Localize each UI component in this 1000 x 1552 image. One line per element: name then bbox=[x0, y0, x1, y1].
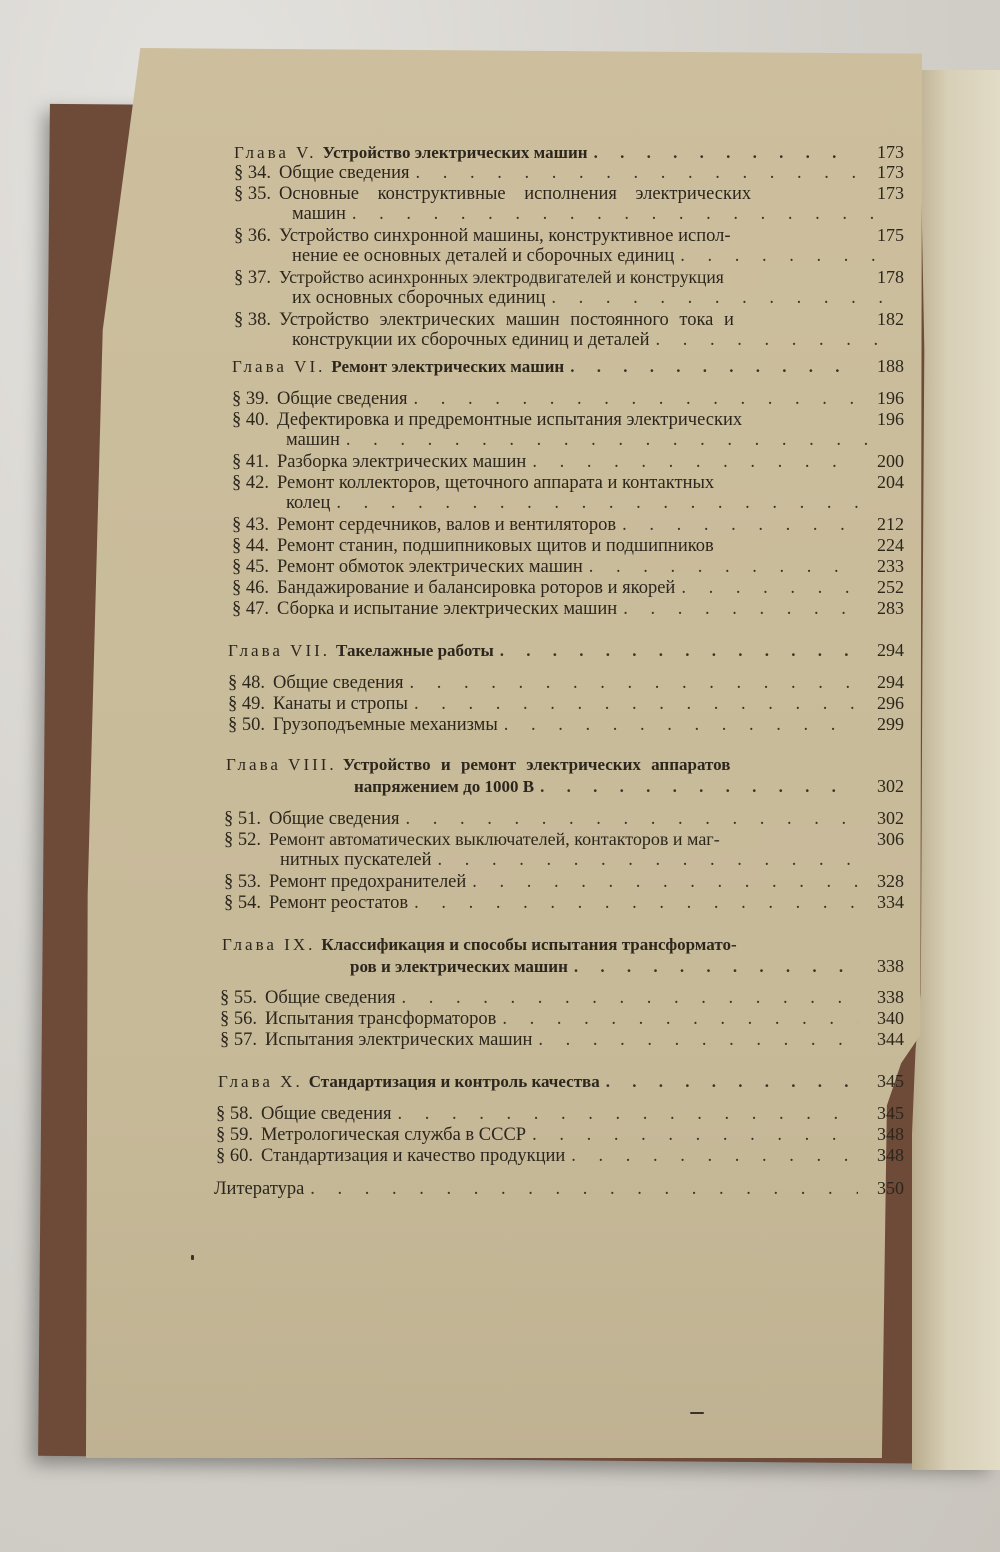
toc-entry bbox=[232, 472, 904, 494]
toc-entry bbox=[216, 1124, 904, 1146]
section-number: § 43. bbox=[232, 515, 269, 535]
ink-speck bbox=[191, 1255, 194, 1260]
leader-dots bbox=[681, 578, 858, 599]
section-number: § 41. bbox=[232, 452, 269, 472]
toc-entry bbox=[220, 987, 904, 1009]
page-number: 299 bbox=[877, 714, 904, 734]
toc-entry-literature bbox=[214, 1178, 904, 1200]
section-title: Ремонт коллекторов, щеточного аппарата и контактных bbox=[277, 473, 715, 493]
section-title-continued: колец bbox=[286, 493, 331, 513]
section-title-continued: машин bbox=[292, 204, 346, 224]
toc-entry-continued bbox=[292, 330, 892, 351]
page-number: 338 bbox=[877, 987, 904, 1007]
leader-dots bbox=[606, 1071, 858, 1092]
chapter-heading bbox=[228, 640, 904, 661]
leader-dots bbox=[655, 330, 886, 351]
chapter-title: Классификация и способы испытания трансформато- bbox=[321, 935, 737, 954]
section-number: § 50. bbox=[228, 715, 265, 735]
toc-entry bbox=[232, 388, 904, 410]
chapter-heading-continued bbox=[354, 776, 904, 797]
section-number: § 51. bbox=[224, 809, 261, 829]
section-title: Ремонт реостатов bbox=[269, 893, 409, 913]
toc-entry-continued bbox=[280, 850, 880, 871]
section-title-continued: нитных пускателей bbox=[280, 850, 432, 870]
section-title-continued: конструкции их сборочных единиц и деталей bbox=[292, 330, 650, 350]
section-title: Ремонт предохранителей bbox=[269, 872, 467, 892]
page-number: 173 bbox=[877, 142, 904, 162]
page-number: 196 bbox=[877, 409, 904, 429]
chapter-title: Устройство электрических машин bbox=[322, 143, 588, 162]
leader-dots bbox=[398, 1104, 859, 1125]
toc-entry bbox=[224, 892, 904, 914]
section-number: § 34. bbox=[234, 163, 271, 183]
toc-entry bbox=[220, 1008, 904, 1030]
chapter-label: Глава X. bbox=[218, 1072, 303, 1091]
toc-entry bbox=[232, 451, 904, 473]
chapter-heading-continued bbox=[350, 956, 904, 977]
page-number: 344 bbox=[877, 1029, 904, 1049]
section-number: § 57. bbox=[220, 1030, 257, 1050]
page-number: 338 bbox=[877, 956, 904, 976]
toc-entry-continued bbox=[292, 288, 892, 309]
toc-entry bbox=[224, 829, 904, 851]
leader-dots bbox=[551, 288, 886, 309]
section-title: Ремонт автоматических выключателей, контакторов и маг- bbox=[269, 829, 720, 849]
section-number: § 56. bbox=[220, 1009, 257, 1029]
section-title: Бандажирование и балансировка роторов и якорей bbox=[277, 578, 676, 598]
ink-speck bbox=[690, 1412, 704, 1414]
toc-entry bbox=[234, 309, 904, 331]
chapter-title: Стандартизация и контроль качества bbox=[308, 1072, 600, 1091]
section-number: § 42. bbox=[232, 473, 269, 493]
chapter-label: Глава V. bbox=[234, 143, 317, 162]
section-number: § 60. bbox=[216, 1146, 253, 1166]
leader-dots bbox=[472, 872, 858, 893]
chapter-title-continued: напряжением до 1000 В bbox=[354, 777, 535, 796]
toc-entry-continued bbox=[286, 493, 886, 514]
toc-entry bbox=[232, 556, 904, 578]
section-number: § 40. bbox=[232, 410, 269, 430]
leader-dots bbox=[571, 1146, 858, 1167]
section-title: Стандартизация и качество продукции bbox=[261, 1146, 566, 1166]
chapter-title: Ремонт электрических машин bbox=[331, 357, 565, 376]
leader-dots bbox=[680, 246, 886, 267]
page-number: 334 bbox=[877, 892, 904, 912]
page-number: 294 bbox=[877, 640, 904, 660]
section-number: § 52. bbox=[224, 830, 261, 850]
section-title: Дефектировка и предремонтные испытания электрических bbox=[277, 410, 743, 430]
page-number: 302 bbox=[877, 776, 904, 796]
section-title: Общие сведения bbox=[265, 988, 396, 1008]
leader-dots bbox=[532, 452, 858, 473]
page-number: 224 bbox=[877, 535, 904, 555]
chapter-title-continued: ров и электрических машин bbox=[350, 957, 568, 976]
page-number: 196 bbox=[877, 388, 904, 408]
toc-entry bbox=[216, 1103, 904, 1125]
toc-entry bbox=[234, 225, 904, 247]
section-title: Разборка электрических машин bbox=[277, 452, 527, 472]
leader-dots bbox=[589, 557, 858, 578]
leader-dots bbox=[346, 430, 880, 451]
section-title: Ремонт станин, подшипниковых щитов и подшипников bbox=[277, 536, 714, 556]
chapter-heading bbox=[234, 128, 904, 163]
section-number: § 39. bbox=[232, 389, 269, 409]
chapter-label: Глава IX. bbox=[222, 935, 316, 954]
section-number: § 37. bbox=[234, 268, 271, 288]
leader-dots bbox=[414, 893, 858, 914]
chapter-heading bbox=[222, 934, 862, 955]
page-number: 173 bbox=[877, 162, 904, 182]
toc-entry bbox=[224, 871, 904, 893]
leader-dots bbox=[500, 640, 858, 661]
page-number: 233 bbox=[877, 556, 904, 576]
page-number: 178 bbox=[877, 267, 904, 287]
section-number: § 45. bbox=[232, 557, 269, 577]
section-title-continued: машин bbox=[286, 430, 340, 450]
page-number: 296 bbox=[877, 693, 904, 713]
section-number: § 44. bbox=[232, 536, 269, 556]
section-title: Сборка и испытание электрических машин bbox=[277, 599, 618, 619]
page-number: 212 bbox=[877, 514, 904, 534]
toc-entry bbox=[232, 514, 904, 536]
section-title: Общие сведения bbox=[269, 809, 400, 829]
page-number: 252 bbox=[877, 577, 904, 597]
section-number: § 59. bbox=[216, 1125, 253, 1145]
page-number: 348 bbox=[877, 1145, 904, 1165]
leader-dots bbox=[406, 809, 859, 830]
leader-dots bbox=[438, 850, 874, 871]
leader-dots bbox=[540, 776, 858, 797]
chapter-label: Глава VI. bbox=[232, 357, 326, 376]
toc-entry bbox=[220, 1029, 904, 1051]
toc-entry bbox=[232, 577, 904, 599]
section-title: Грузоподъемные механизмы bbox=[273, 715, 498, 735]
section-title: Устройство асинхронных электродвигателей и конструкция bbox=[279, 267, 724, 287]
section-title: Метрологическая служба в СССР bbox=[261, 1125, 527, 1145]
page-number: 340 bbox=[877, 1008, 904, 1028]
toc-entry-continued bbox=[292, 246, 892, 267]
leader-dots bbox=[416, 163, 859, 184]
page-number: 345 bbox=[877, 1071, 904, 1091]
toc-entry bbox=[216, 1145, 904, 1167]
section-title: Общие сведения bbox=[277, 389, 408, 409]
section-title: Литература bbox=[214, 1179, 305, 1199]
chapter-heading bbox=[226, 754, 858, 775]
page-number: 306 bbox=[877, 829, 904, 849]
toc-entry bbox=[234, 162, 904, 184]
section-title: Ремонт обмоток электрических машин bbox=[277, 557, 583, 577]
chapter-heading bbox=[218, 1071, 904, 1092]
leader-dots bbox=[502, 1009, 858, 1030]
section-title-continued: их основных сборочных единиц bbox=[292, 288, 546, 308]
section-title: Испытания трансформаторов bbox=[265, 1009, 497, 1029]
chapter-title: Устройство и ремонт электрических аппаратов bbox=[342, 755, 731, 774]
toc-entry bbox=[232, 535, 904, 557]
page-number: 350 bbox=[877, 1178, 904, 1198]
chapter-label: Глава VII. bbox=[228, 641, 331, 660]
section-title: Основные конструктивные исполнения электрических bbox=[279, 184, 752, 204]
page-number: 173 bbox=[877, 183, 904, 203]
leader-dots bbox=[402, 988, 859, 1009]
toc-entry bbox=[228, 714, 904, 736]
section-title-continued: нение ее основных деталей и сборочных единиц bbox=[292, 246, 675, 266]
leader-dots bbox=[570, 356, 858, 377]
section-number: § 53. bbox=[224, 872, 261, 892]
page-number: 348 bbox=[877, 1124, 904, 1144]
section-title: Канаты и стропы bbox=[273, 694, 408, 714]
chapter-label: Глава VIII. bbox=[226, 755, 337, 774]
toc-entry bbox=[234, 267, 904, 289]
toc-entry-continued bbox=[292, 204, 892, 225]
toc-entry bbox=[232, 409, 904, 431]
leader-dots bbox=[414, 389, 859, 410]
section-number: § 35. bbox=[234, 184, 271, 204]
section-title: Ремонт сердечников, валов и вентиляторов bbox=[277, 515, 617, 535]
toc-entry-continued bbox=[286, 430, 886, 451]
chapter-title: Такелажные работы bbox=[336, 641, 494, 660]
section-number: § 38. bbox=[234, 310, 271, 330]
page-number: 283 bbox=[877, 598, 904, 618]
leader-dots bbox=[310, 1179, 858, 1200]
section-number: § 54. bbox=[224, 893, 261, 913]
page-number: 175 bbox=[877, 225, 904, 245]
page-number: 188 bbox=[877, 356, 904, 376]
section-number: § 48. bbox=[228, 673, 265, 693]
leader-dots bbox=[538, 1030, 858, 1051]
leader-dots bbox=[574, 956, 858, 977]
leader-dots bbox=[336, 493, 880, 514]
section-title: Общие сведения bbox=[273, 673, 404, 693]
section-number: § 47. bbox=[232, 599, 269, 619]
leader-dots bbox=[352, 204, 886, 225]
page-number: 200 bbox=[877, 451, 904, 471]
page-number: 328 bbox=[877, 871, 904, 891]
leader-dots bbox=[594, 142, 858, 163]
section-title: Испытания электрических машин bbox=[265, 1030, 533, 1050]
toc-entry bbox=[224, 808, 904, 830]
section-number: § 49. bbox=[228, 694, 265, 714]
page-number: 302 bbox=[877, 808, 904, 828]
section-title: Общие сведения bbox=[279, 163, 410, 183]
section-number: § 36. bbox=[234, 226, 271, 246]
section-number: § 46. bbox=[232, 578, 269, 598]
toc-entry bbox=[228, 693, 904, 715]
section-title: Общие сведения bbox=[261, 1104, 392, 1124]
chapter-heading bbox=[232, 356, 904, 377]
section-number: § 58. bbox=[216, 1104, 253, 1124]
toc-entry bbox=[234, 183, 904, 205]
page-number: 294 bbox=[877, 672, 904, 692]
leader-dots bbox=[623, 599, 858, 620]
page-number: 204 bbox=[877, 472, 904, 492]
leader-dots bbox=[532, 1125, 858, 1146]
page-number: 345 bbox=[877, 1103, 904, 1123]
toc-entry bbox=[232, 598, 904, 620]
page-number: 182 bbox=[877, 309, 904, 329]
section-title: Устройство синхронной машины, конструктивное испол- bbox=[279, 226, 731, 246]
toc-entry bbox=[228, 672, 904, 694]
leader-dots bbox=[504, 715, 858, 736]
leader-dots bbox=[622, 515, 858, 536]
leader-dots bbox=[414, 694, 858, 715]
section-number: § 55. bbox=[220, 988, 257, 1008]
section-title: Устройство электрических машин постоянного тока и bbox=[279, 310, 734, 330]
leader-dots bbox=[410, 673, 859, 694]
